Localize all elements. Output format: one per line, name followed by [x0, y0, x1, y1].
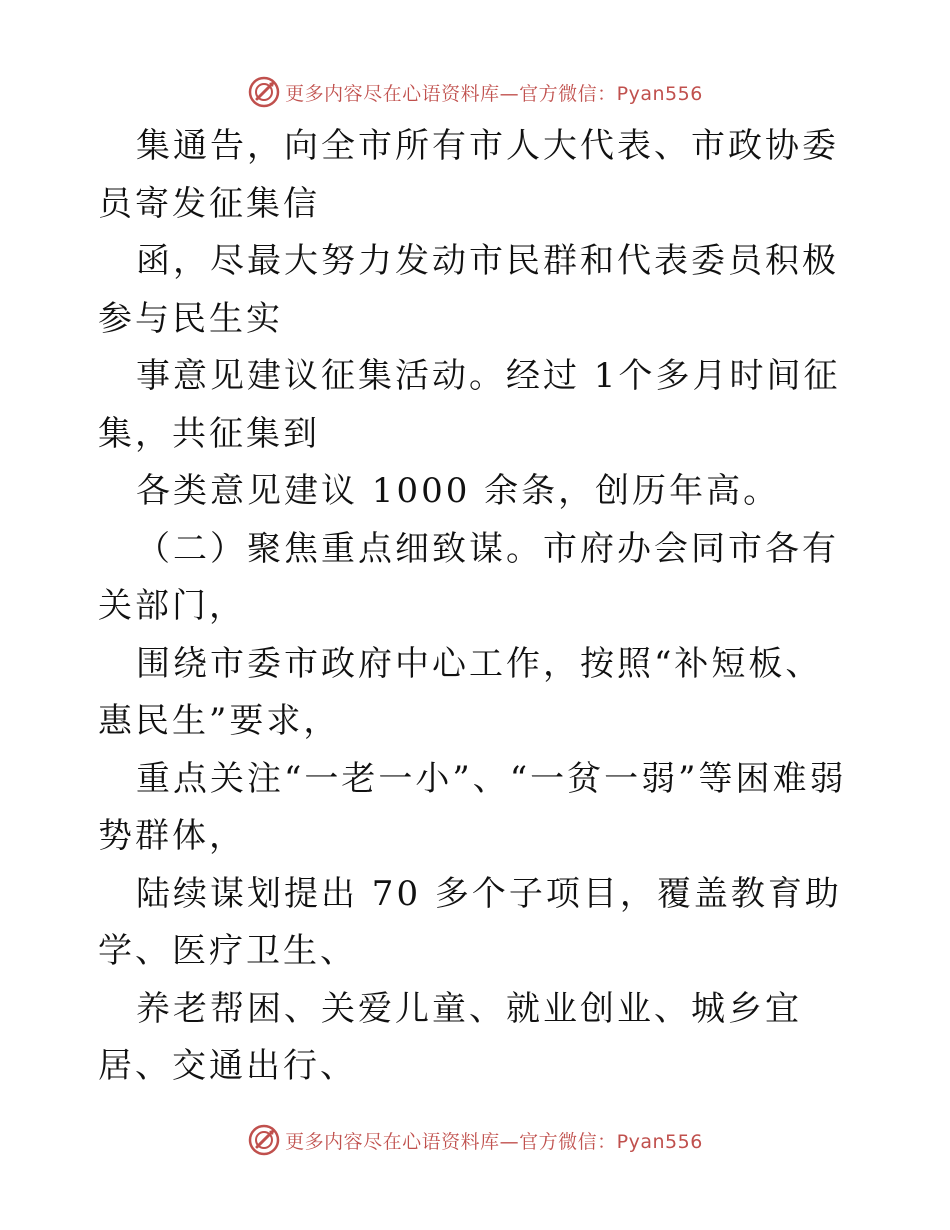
- paragraph: 围绕市委市政府中心工作，按照“补短板、惠民生”要求，: [98, 643, 823, 741]
- footer-watermark: [0, 1120, 950, 1160]
- paragraph: 事意见建议征集活动。经过 1个多月时间征集，共征集到: [98, 356, 841, 454]
- paragraph: 函，尽最大努力发动市民群和代表委员积极参与民生实: [98, 241, 839, 339]
- paragraph: （二）聚焦重点细致谋。市府办会同市各有关部门，: [98, 528, 839, 626]
- watermark-text: 更多内容尽在心语资料库—官方微信：Pyan556: [285, 1130, 703, 1153]
- paragraph: 养老帮困、关爱儿童、就业创业、城乡宜居、交通出行、: [98, 988, 802, 1086]
- header-watermark: [0, 72, 950, 112]
- watermark-text: 更多内容尽在心语资料库—官方微信：Pyan556: [285, 82, 703, 105]
- document-body: [98, 118, 858, 1096]
- paragraph: 各类意见建议 1000 余条，创历年高。: [136, 471, 781, 511]
- paragraph: 重点关注“一老一小”、“一贫一弱”等困难弱势群体，: [98, 758, 847, 856]
- paragraph: 集通告，向全市所有市人大代表、市政协委员寄发征集信: [98, 126, 839, 224]
- paragraph: 陆续谋划提出 70 多个子项目，覆盖教育助学、医疗卫生、: [98, 873, 842, 971]
- logo-icon: [247, 1123, 281, 1157]
- logo-icon: [247, 75, 281, 109]
